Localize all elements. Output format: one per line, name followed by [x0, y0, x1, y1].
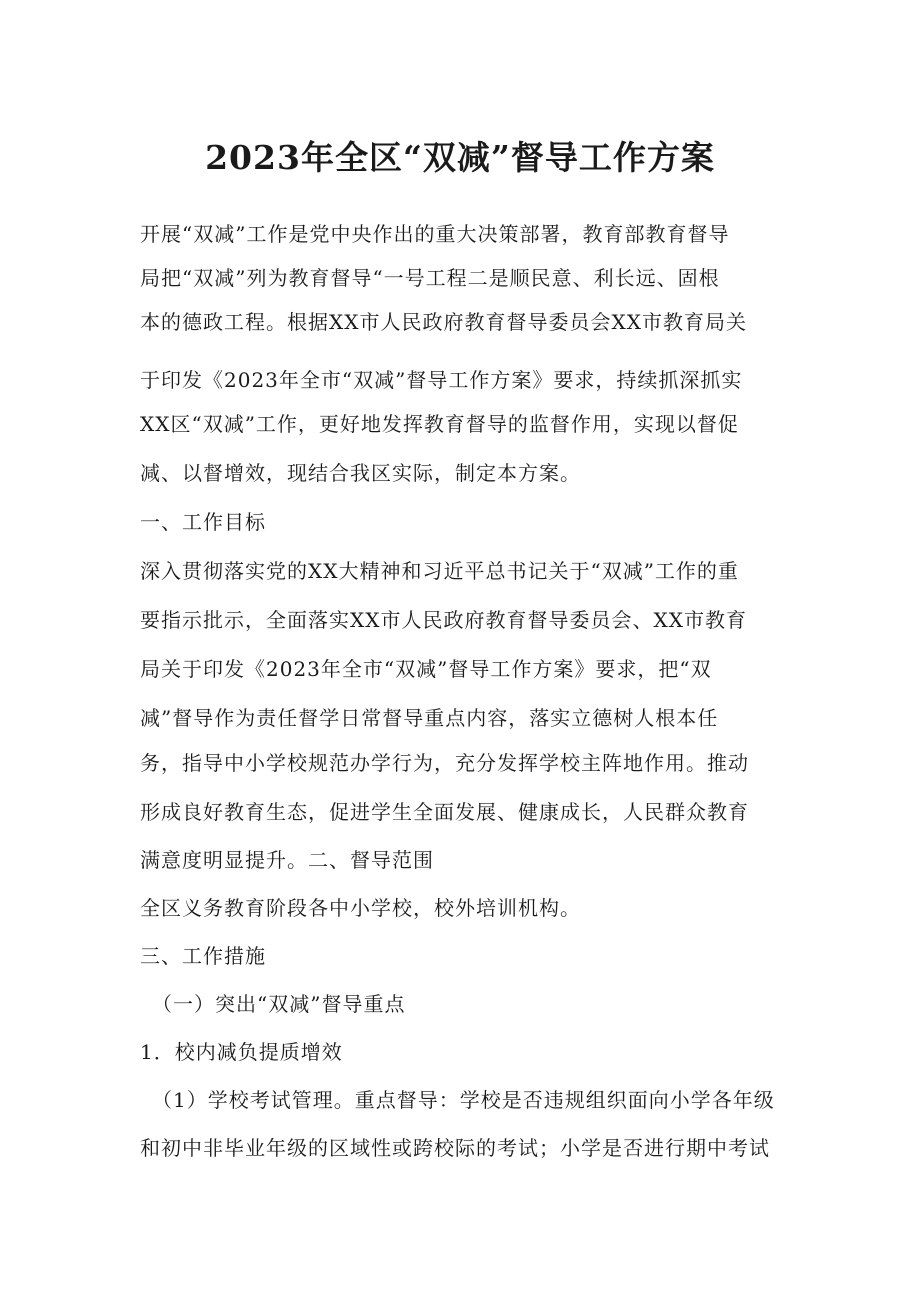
paragraph-line: 全区义务教育阶段各中小学校，校外培训机构。 [140, 896, 581, 920]
paragraph-line: 局关于印发《2023年全市“双减”督导工作方案》要求，把“双 [140, 657, 712, 681]
subsection-heading: （一）突出“双减”督导重点 [152, 992, 406, 1016]
paragraph-line: 形成良好教育生态，促进学生全面发展、健康成长，人民群众教育 [140, 800, 749, 824]
paragraph-line: 于印发《2023年全市“双减”督导工作方案》要求，持续抓深抓实 [140, 368, 743, 392]
section-heading: 三、工作措施 [140, 944, 266, 968]
paragraph-line: XX区“双减”工作，更好地发挥教育督导的监督作用，实现以督促 [140, 412, 739, 436]
paragraph-line: 减”督导作为责任督学日常督导重点内容，落实立德树人根本任 [140, 706, 719, 730]
item-heading: 1．校内减负提质增效 [140, 1040, 343, 1064]
paragraph-line: 要指示批示，全面落实XX市人民政府教育督导委员会、XX市教育 [140, 608, 747, 632]
section-heading: 一、工作目标 [140, 510, 266, 534]
paragraph-line: 本的德政工程。根据XX市人民政府教育督导委员会XX市教育局关 [140, 310, 747, 334]
document-title: 2023年全区“双减”督导工作方案 [205, 138, 715, 177]
paragraph-line: 开展“双减”工作是党中央作出的重大决策部署，教育部教育督导 [140, 222, 730, 246]
paragraph-line: 满意度明显提升。二、督导范围 [140, 848, 434, 872]
paragraph-line: 务，指导中小学校规范办学行为，充分发挥学校主阵地作用。推动 [140, 751, 749, 775]
paragraph-line: 局把“双减”列为教育督导“一号工程二是顺民意、利长远、固根 [140, 266, 720, 290]
paragraph-line: 和初中非毕业年级的区域性或跨校际的考试；小学是否进行期中考试 [140, 1136, 770, 1160]
paragraph-line: 深入贯彻落实党的XX大精神和习近平总书记关于“双减”工作的重 [140, 559, 739, 583]
paragraph-line: （1）学校考试管理。重点督导：学校是否违规组织面向小学各年级 [152, 1088, 775, 1112]
paragraph-line: 减、以督增效，现结合我区实际，制定本方案。 [140, 461, 581, 485]
